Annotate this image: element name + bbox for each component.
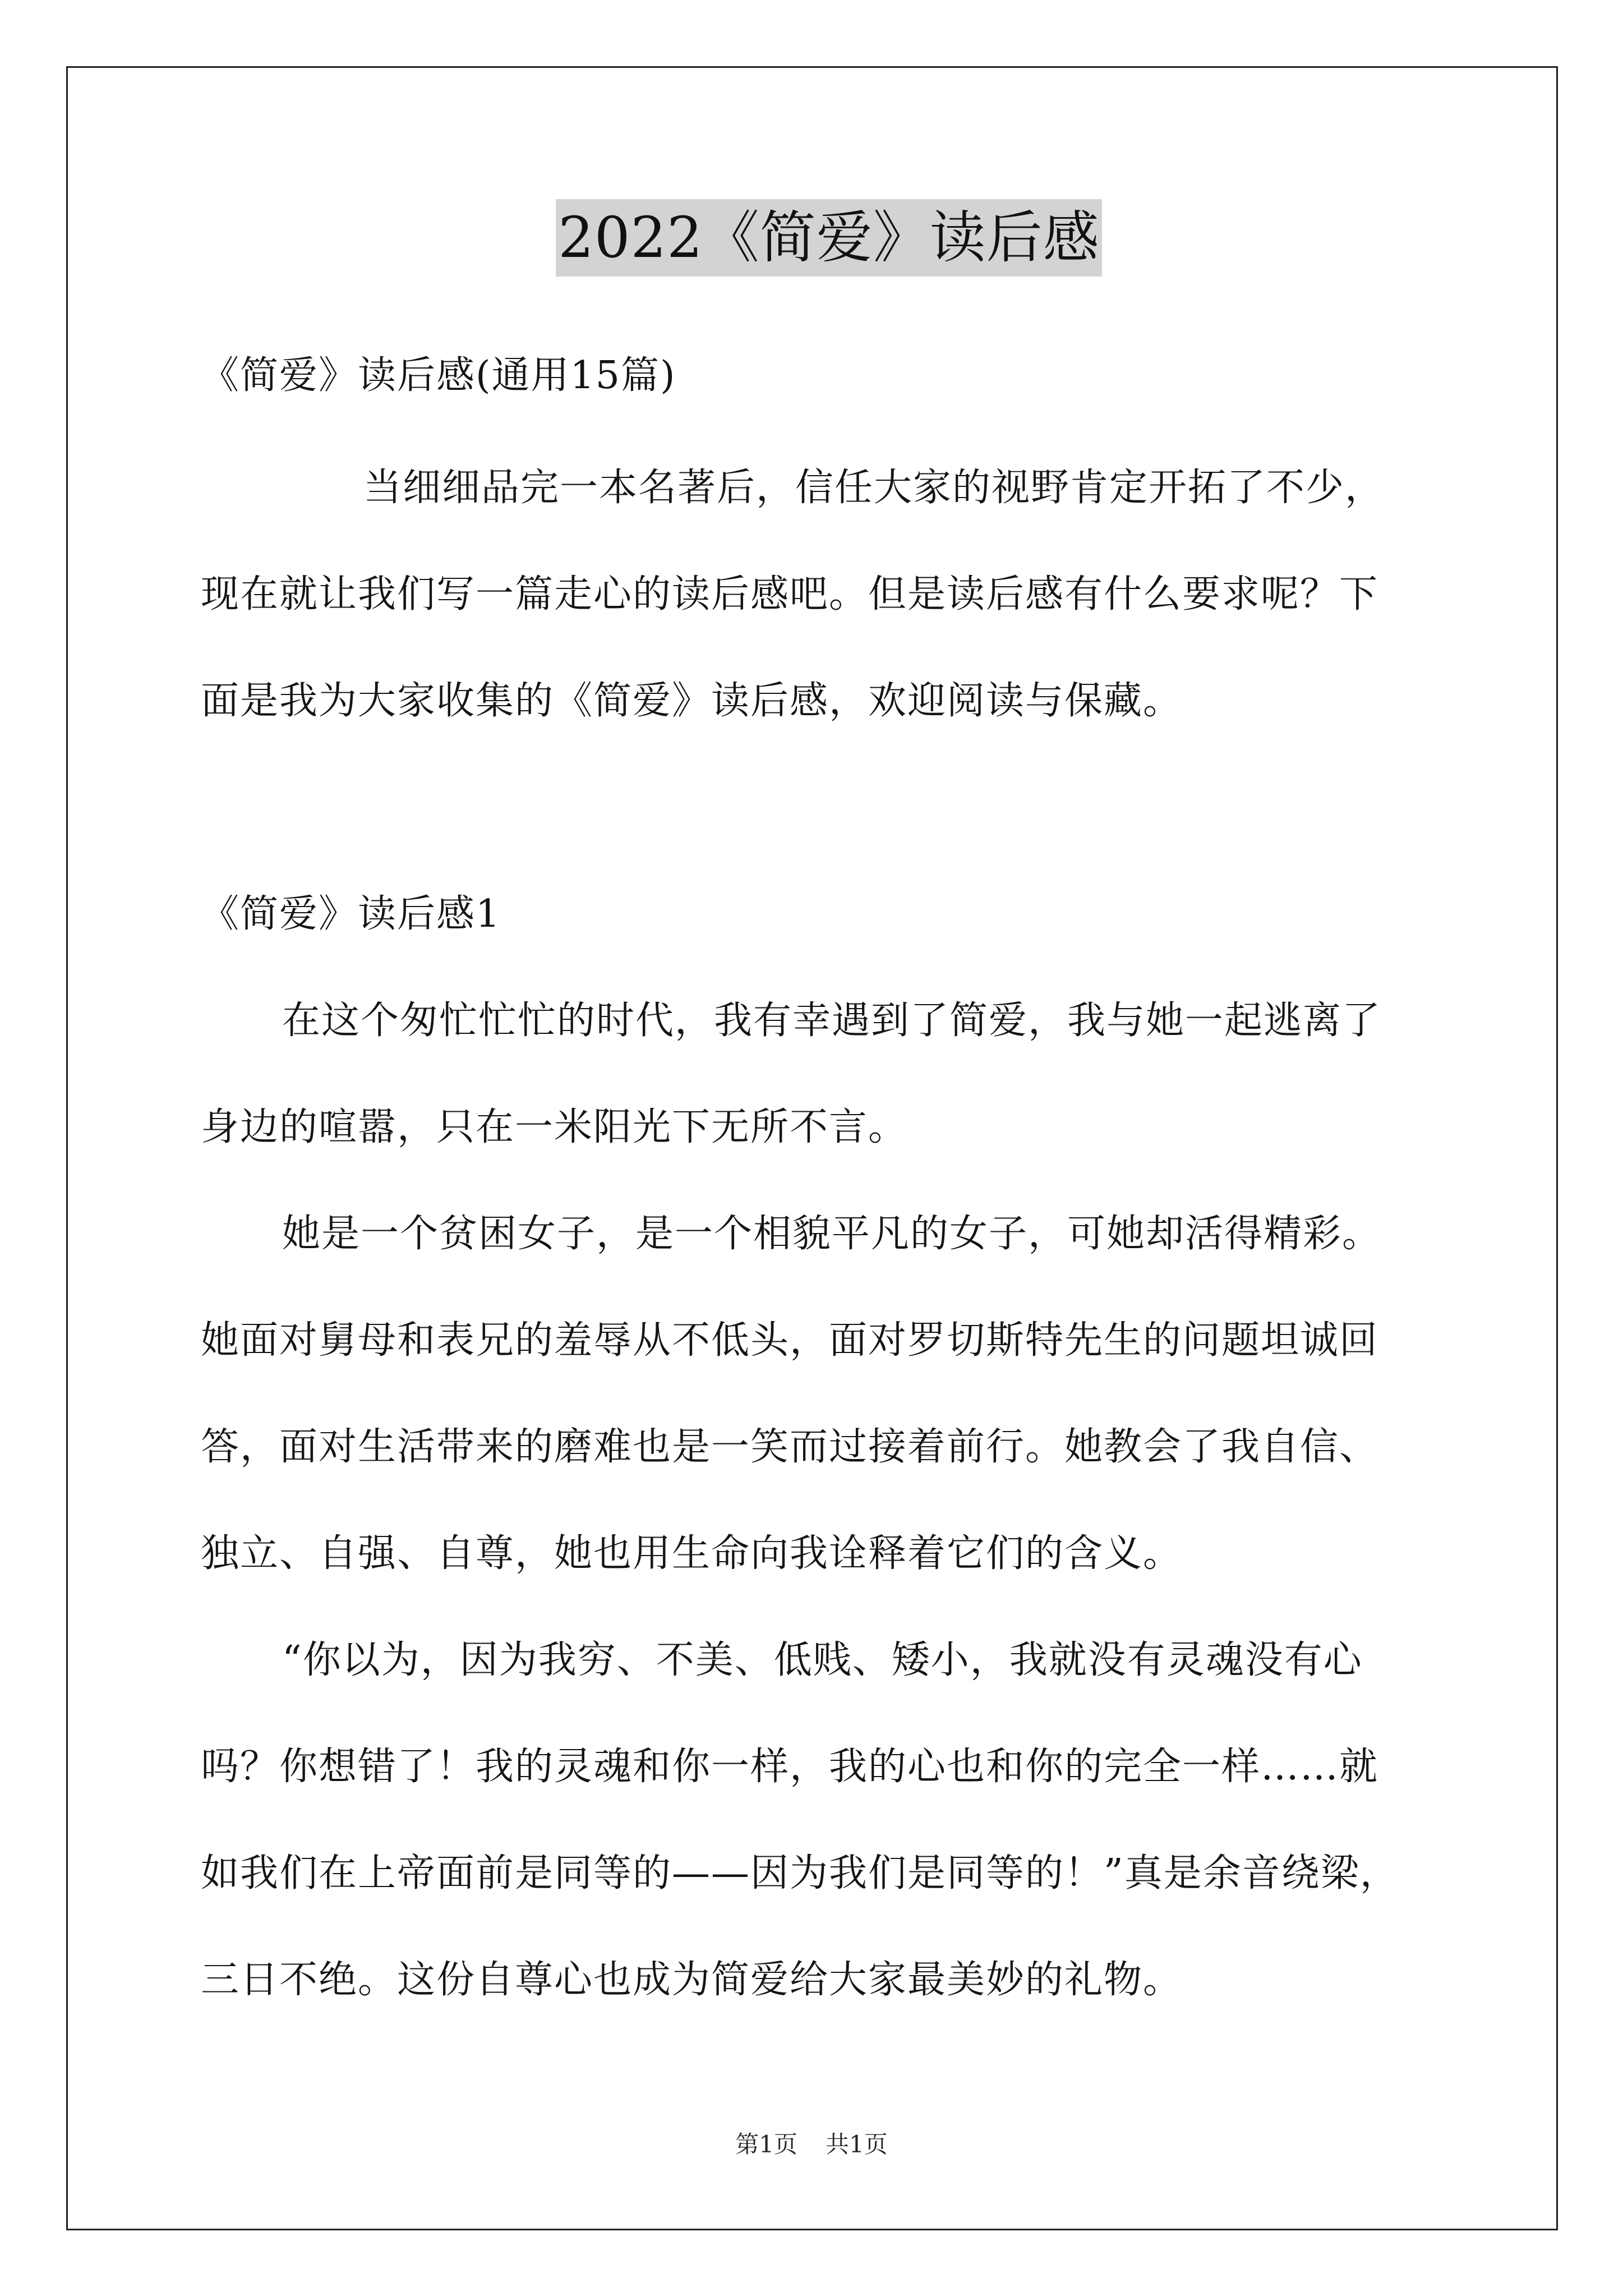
intro-line-2: 现在就让我们写一篇走心的读后感吧。但是读后感有什么要求呢？下: [201, 572, 1379, 616]
body-line-4: 她面对舅母和表兄的羞辱从不低头，面对罗切斯特先生的问题坦诚回: [201, 1318, 1379, 1363]
document-subtitle: 《简爱》读后感(通用15篇): [201, 353, 676, 398]
body-line-10: 三日不绝。这份自尊心也成为简爱给大家最美妙的礼物。: [201, 1958, 1183, 2002]
document-title: 2022《简爱》读后感: [556, 199, 1102, 277]
intro-line-1: 当细细品完一本名著后，信任大家的视野肯定开拓了不少，: [363, 466, 1385, 510]
body-line-9: 如我们在上帝面前是同等的——因为我们是同等的！”真是余音绕梁，: [201, 1851, 1399, 1895]
body-line-1: 在这个匆忙忙忙的时代，我有幸遇到了简爱，我与她一起逃离了: [282, 999, 1382, 1043]
body-line-6: 独立、自强、自尊，她也用生命向我诠释着它们的含义。: [201, 1531, 1183, 1576]
body-line-5: 答，面对生活带来的磨难也是一笑而过接着前行。她教会了我自信、: [201, 1425, 1379, 1469]
title-container: [201, 199, 1457, 277]
intro-line-3: 面是我为大家收集的《简爱》读后感，欢迎阅读与保藏。: [201, 679, 1183, 723]
body-line-2: 身边的喧嚣，只在一米阳光下无所不言。: [201, 1105, 908, 1149]
section-heading: 《简爱》读后感1: [201, 892, 501, 936]
body-line-7: “你以为，因为我穷、不美、低贱、矮小，我就没有灵魂没有心: [282, 1638, 1363, 1682]
page-number: 第1页: [735, 2131, 797, 2158]
page-total: 共1页: [826, 2131, 888, 2158]
body-line-3: 她是一个贫困女子，是一个相貌平凡的女子，可她却活得精彩。: [282, 1212, 1382, 1256]
page-footer: [0, 2129, 1623, 2160]
body-line-8: 吗？你想错了！我的灵魂和你一样，我的心也和你的完全一样……就: [201, 1745, 1379, 1789]
